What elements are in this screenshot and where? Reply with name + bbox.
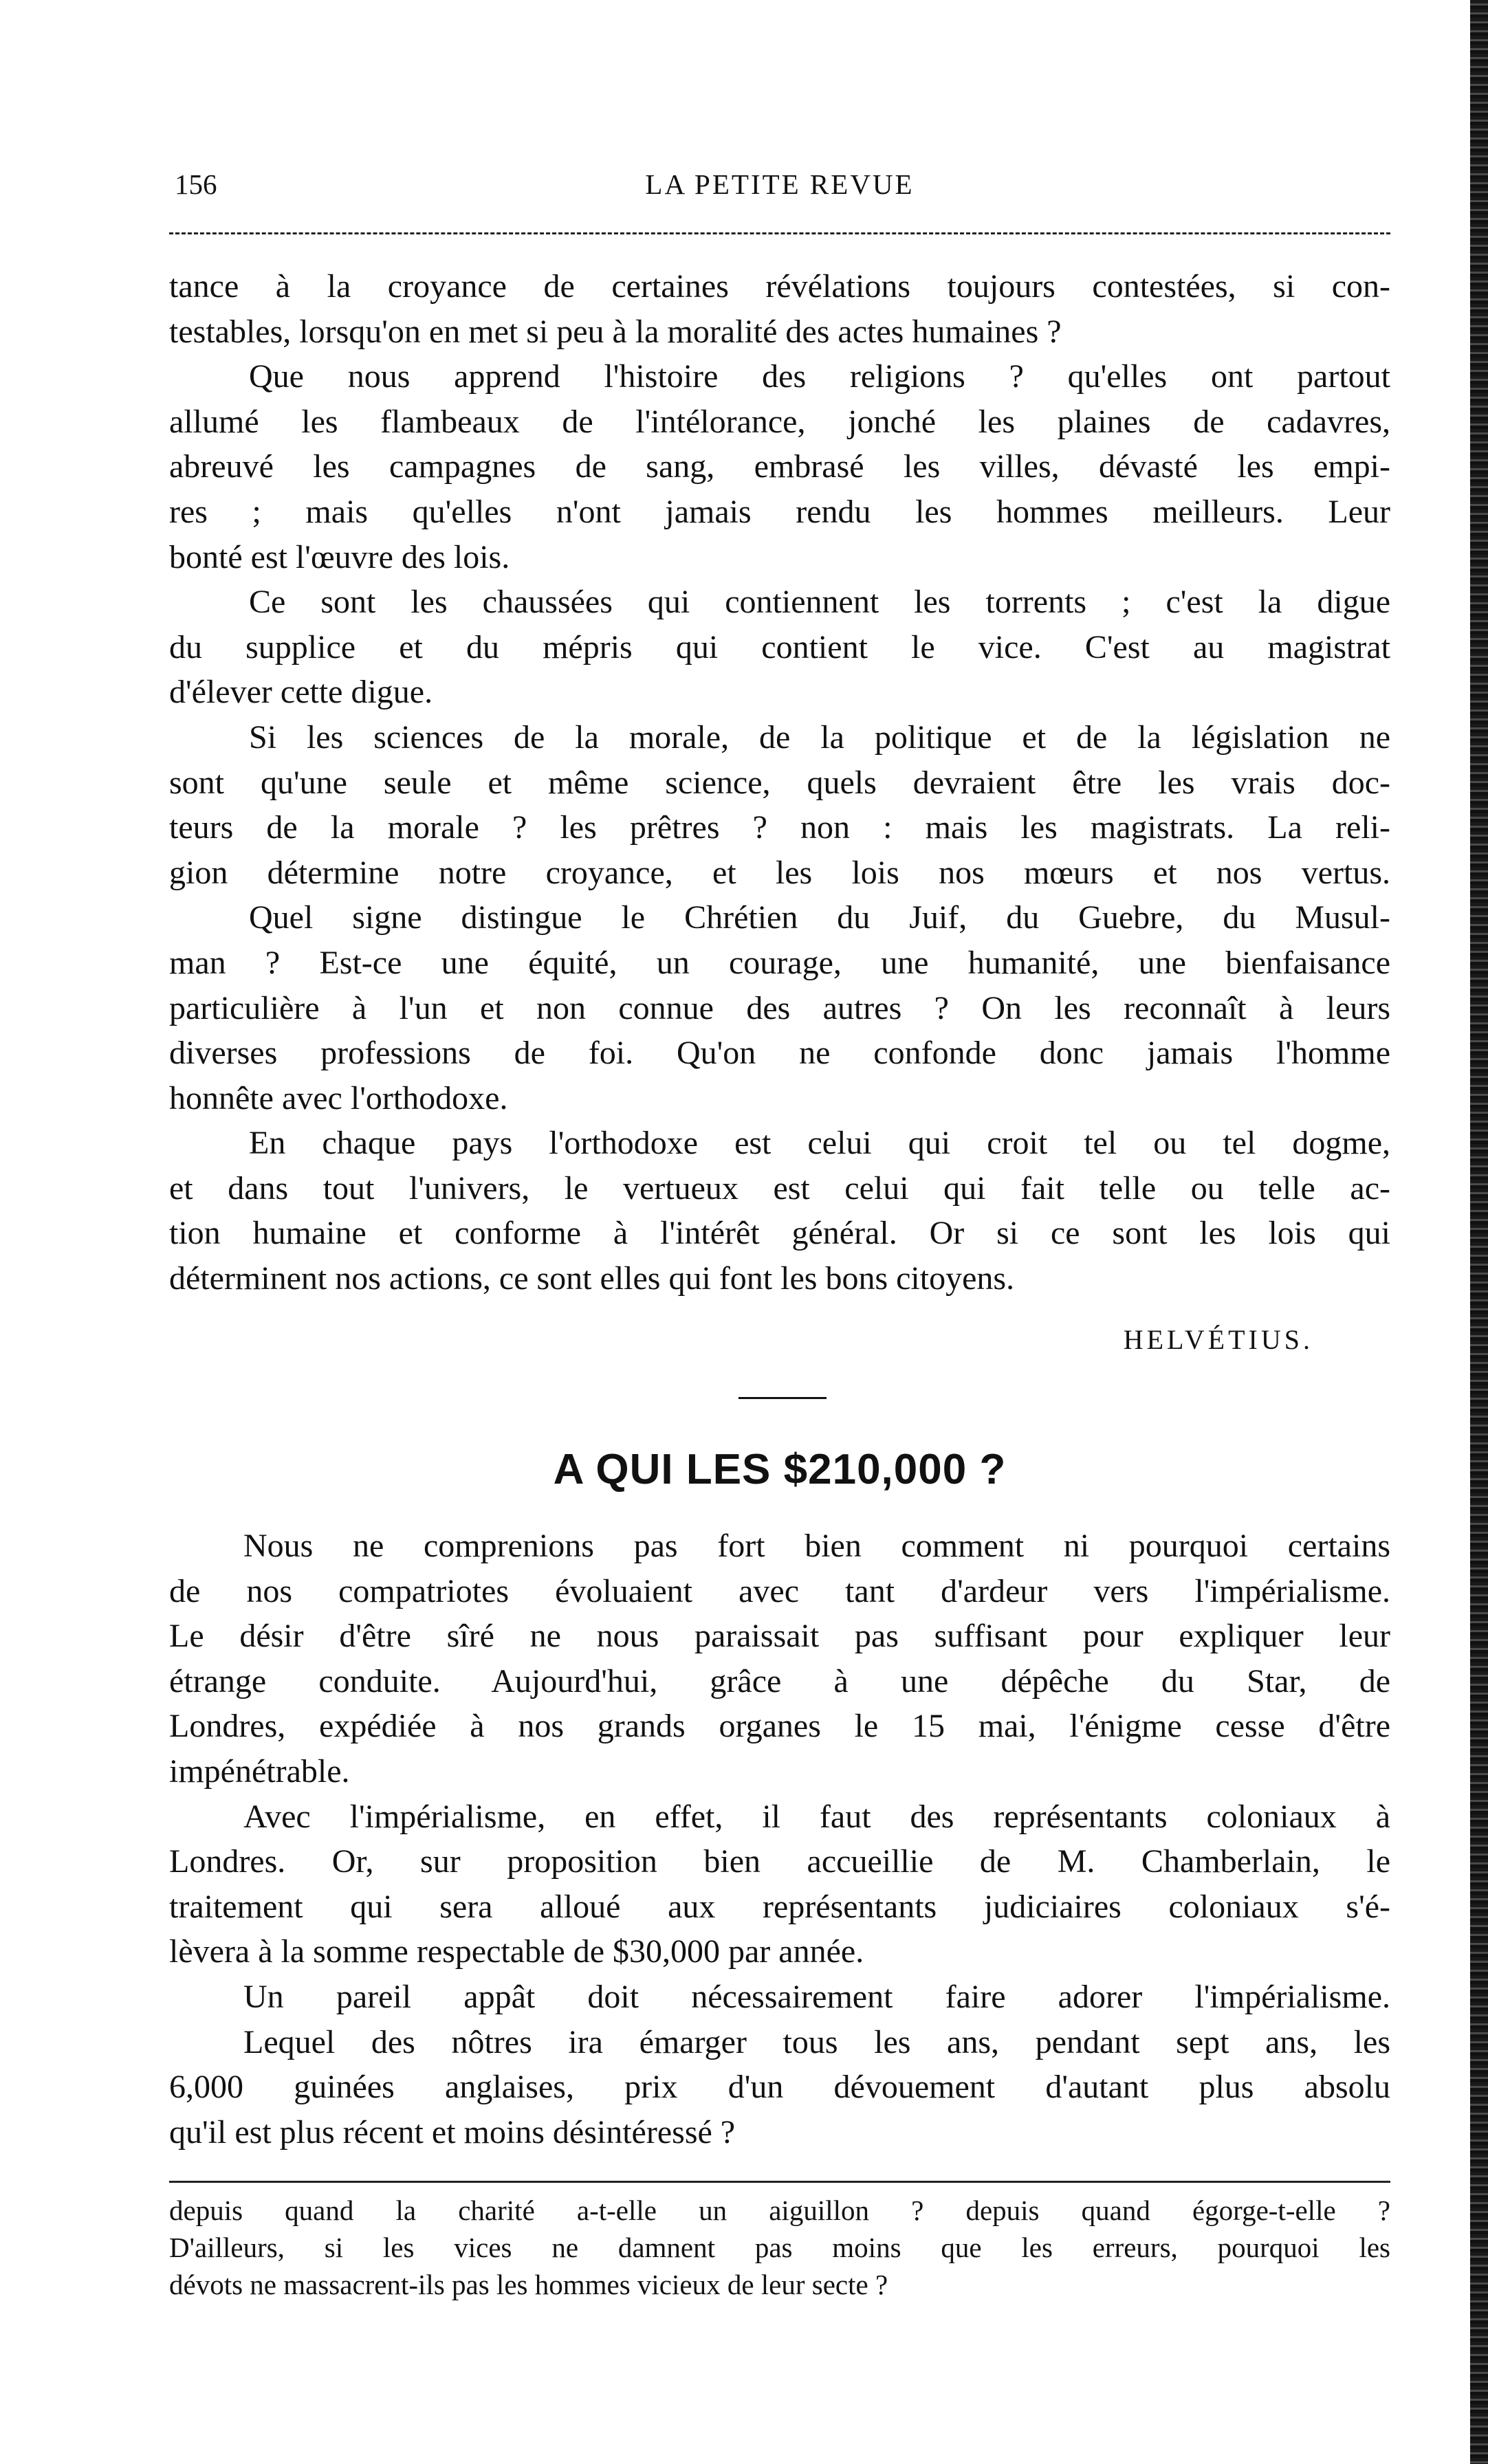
page-number: 156 <box>175 168 217 200</box>
text-line: Ce sont les chaussées qui contiennent les torrents ; c'est la digue <box>249 584 1390 621</box>
text-line: gion détermine notre croyance, et les lois nos mœurs et nos vertus. <box>169 854 1390 891</box>
journal-title: LA PETITE REVUE <box>645 168 915 200</box>
text-line: teurs de la morale ? les prêtres ? non : mais les magistrats. La reli- <box>169 809 1390 846</box>
author-signature: HELVÉTIUS. <box>1123 1324 1313 1355</box>
text-line: Quel signe distingue le Chrétien du Juif, du Guebre, du Musul- <box>249 899 1390 936</box>
text-line: du supplice et du mépris qui contient le vice. C'est au magistrat <box>169 628 1390 666</box>
text-line: Londres. Or, sur proposition bien accueillie de M. Chamberlain, le <box>169 1843 1390 1880</box>
text-line: res ; mais qu'elles n'ont jamais rendu les hommes meilleurs. Leur <box>169 493 1390 530</box>
text-line: tance à la croyance de certaines révélations toujours contestées, si con- <box>169 268 1390 305</box>
section-divider <box>738 1397 827 1399</box>
text-line: diverses professions de foi. Qu'on ne confonde donc jamais l'homme <box>169 1035 1390 1072</box>
text-line: Avec l'impérialisme, en effet, il faut des représentants coloniaux à <box>243 1798 1390 1835</box>
text-line: déterminent nos actions, ce sont elles qui font les bons citoyens. <box>169 1260 1015 1297</box>
text-line: man ? Est-ce une équité, un courage, une humanité, une bienfaisance <box>169 944 1390 981</box>
text-line: étrange conduite. Aujourd'hui, grâce à une dépêche du Star, de <box>169 1662 1390 1700</box>
footnote-rule <box>169 2181 1390 2183</box>
article-body <box>169 1524 1390 2155</box>
footnote-line: D'ailleurs, si les vices ne damnent pas moins que les erreurs, pourquoi les <box>169 2232 1390 2263</box>
text-line: allumé les flambeaux de l'intélorance, jonché les plaines de cadavres, <box>169 403 1390 440</box>
text-line: sont qu'une seule et même science, quels devraient être les vrais doc- <box>169 764 1390 801</box>
text-line: Que nous apprend l'histoire des religions ? qu'elles ont partout <box>249 358 1390 395</box>
text-line: tion humaine et conforme à l'intérêt général. Or si ce sont les lois qui <box>169 1215 1390 1252</box>
text-line: de nos compatriotes évoluaient avec tant d'ardeur vers l'impérialisme. <box>169 1572 1390 1609</box>
text-line: impénétrable. <box>169 1752 350 1790</box>
text-line: particulière à l'un et non connue des autres ? On les reconnaît à leurs <box>169 989 1390 1026</box>
text-line: abreuvé les campagnes de sang, embrasé les villes, dévasté les empi- <box>169 448 1390 485</box>
text-line: bonté est l'œuvre des lois. <box>169 538 510 575</box>
running-head <box>169 164 1390 205</box>
footnote <box>169 2192 1390 2303</box>
text-line: lèvera à la somme respectable de $30,000 par année. <box>169 1933 864 1970</box>
text-line: et dans tout l'univers, le vertueux est celui qui fait telle ou telle ac- <box>169 1169 1390 1207</box>
text-line: traitement qui sera alloué aux représentants judiciaires coloniaux s'é- <box>169 1888 1390 1925</box>
text-line: qu'il est plus récent et moins désintéressé ? <box>169 2113 736 2150</box>
footnote-line: depuis quand la charité a-t-elle un aiguillon ? depuis quand égorge-t-elle ? <box>169 2194 1390 2226</box>
helvetius-excerpt <box>169 264 1390 1301</box>
header-rule <box>169 232 1390 234</box>
text-line: Lequel des nôtres ira émarger tous les ans, pendant sept ans, les <box>243 2023 1390 2060</box>
text-line: 6,000 guinées anglaises, prix d'un dévouement d'autant plus absolu <box>169 2069 1390 2106</box>
text-line: Un pareil appât doit nécessairement faire adorer l'impérialisme. <box>243 1978 1390 2015</box>
text-line: Le désir d'être sîré ne nous paraissait pas suffisant pour expliquer leur <box>169 1618 1390 1655</box>
article-title: A QUI LES $210,000 ? <box>553 1446 1007 1493</box>
text-line: Si les sciences de la morale, de la politique et de la législation ne <box>249 718 1390 756</box>
text-line: d'élever cette digue. <box>169 674 433 711</box>
book-spine-edge <box>1470 0 1488 2464</box>
text-line: Londres, expédiée à nos grands organes le 15 mai, l'énigme cesse d'être <box>169 1708 1390 1745</box>
text-line: honnête avec l'orthodoxe. <box>169 1079 508 1116</box>
text-line: testables, lorsqu'on en met si peu à la moralité des actes humaines ? <box>169 313 1062 350</box>
text-line: Nous ne comprenions pas fort bien comment ni pourquoi certains <box>243 1528 1390 1564</box>
footnote-line: dévots ne massacrent-ils pas les hommes vicieux de leur secte ? <box>169 2269 888 2300</box>
text-line: En chaque pays l'orthodoxe est celui qui croit tel ou tel dogme, <box>249 1125 1390 1162</box>
